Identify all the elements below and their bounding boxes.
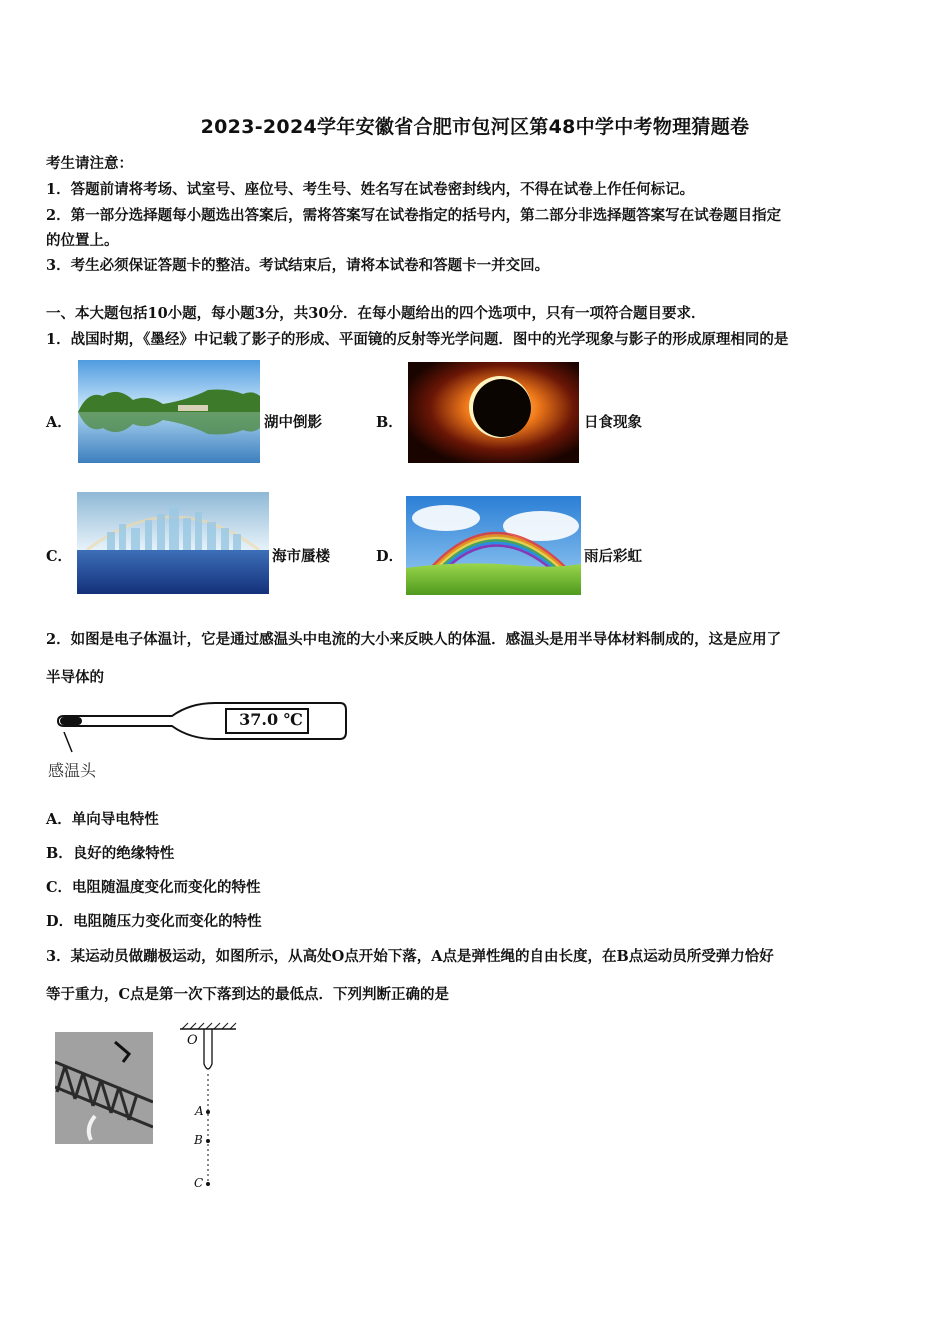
q2-stem: 半导体的 bbox=[46, 669, 104, 686]
q2-stem: 2．如图是电子体温计，它是通过感温头中电流的大小来反映人的体温．感温头是用半导体材料制成的，这是应用了 bbox=[46, 631, 782, 648]
rainbow-image bbox=[406, 496, 581, 595]
q1-option-b-text: 日食现象 bbox=[584, 414, 642, 431]
q1-option-a-text: 湖中倒影 bbox=[264, 414, 322, 431]
q3-stem: 等于重力，C点是第一次下落到达的最低点．下列判断正确的是 bbox=[46, 986, 450, 1003]
point-a-label: A bbox=[195, 1104, 204, 1118]
q2-option-a: A．单向导电特性 bbox=[46, 811, 159, 828]
q3-stem: 3．某运动员做蹦极运动，如图所示，从高处O点开始下落，A点是弹性绳的自由长度，在B点运动员所受弹力恰好 bbox=[46, 948, 774, 965]
q1-option-a-letter: A． bbox=[46, 414, 72, 431]
point-b-label: B bbox=[194, 1133, 203, 1147]
point-o-label: O bbox=[187, 1033, 198, 1048]
q1-option-d-letter: D． bbox=[376, 548, 404, 565]
q2-option-c: C．电阻随温度变化而变化的特性 bbox=[46, 879, 261, 896]
notice-item: 2．第一部分选择题每小题选出答案后，需将答案写在试卷指定的括号内，第二部分非选择题答案写在试卷题目指定 bbox=[46, 207, 782, 224]
bungee-diagram bbox=[176, 1022, 240, 1192]
q1-option-b-letter: B． bbox=[376, 414, 403, 431]
point-c-label: C bbox=[194, 1176, 204, 1190]
q1-stem: 1．战国时期，《墨经》中记载了影子的形成、平面镜的反射等光学问题．图中的光学现象与影子的形成原理相同的是 bbox=[46, 331, 789, 348]
solar-eclipse-image bbox=[408, 362, 579, 463]
section-heading: 一、本大题包括10小题，每小题3分，共30分．在每小题给出的四个选项中，只有一项符合题目要求． bbox=[46, 305, 706, 322]
q2-option-b: B．良好的绝缘特性 bbox=[46, 845, 175, 862]
lake-reflection-image bbox=[78, 360, 260, 463]
notice-heading: 考生请注意： bbox=[46, 155, 133, 172]
thermometer-reading: 37.0 ℃ bbox=[239, 710, 303, 729]
probe-label: 感温头 bbox=[48, 761, 97, 780]
q1-option-d-text: 雨后彩虹 bbox=[584, 548, 642, 565]
page-title: 2023-2024学年安徽省合肥市包河区第48中学中考物理猜题卷 bbox=[200, 116, 750, 138]
q1-option-c-letter: C． bbox=[46, 548, 73, 565]
q1-option-c-text: 海市蜃楼 bbox=[272, 548, 330, 565]
mirage-image bbox=[77, 492, 269, 594]
notice-item: 的位置上。 bbox=[46, 232, 119, 249]
notice-item: 1．答题前请将考场、试室号、座位号、考生号、姓名写在试卷密封线内，不得在试卷上作任何标记。 bbox=[46, 181, 695, 198]
notice-item: 3．考生必须保证答题卡的整洁。考试结束后，请将本试卷和答题卡一并交回。 bbox=[46, 257, 550, 274]
q2-option-d: D．电阻随压力变化而变化的特性 bbox=[46, 913, 262, 930]
bungee-photo bbox=[55, 1032, 153, 1144]
